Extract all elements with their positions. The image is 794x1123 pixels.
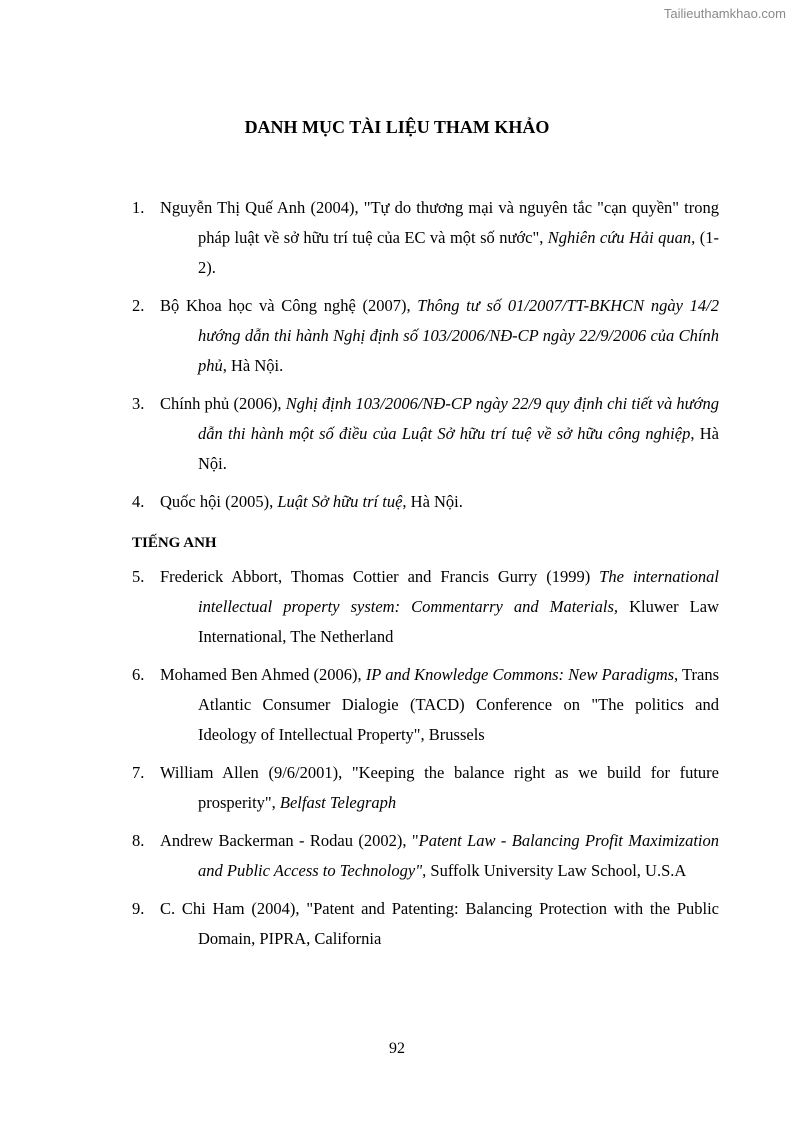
reference-tail: , Trans Atlantic Consumer Dialogie (TACD) Conference on "The politics and Ideology of Intellectual Property", Brussels [198, 665, 719, 744]
reference-tail: , Hà Nội. [402, 492, 463, 511]
reference-list [132, 193, 719, 962]
page-title: DANH MỤC TÀI LIỆU THAM KHẢO [244, 117, 550, 137]
reference-item [132, 193, 719, 283]
reference-item [132, 826, 719, 886]
reference-tail: , Suffolk University Law School, U.S.A [422, 861, 687, 880]
reference-item [132, 562, 719, 652]
reference-item [132, 487, 719, 517]
reference-item [132, 660, 719, 750]
reference-text: Andrew Backerman - Rodau (2002), " [160, 831, 419, 850]
reference-italic: Belfast Telegraph [279, 793, 397, 812]
reference-number: 2. [132, 296, 145, 315]
reference-number: 4. [132, 492, 145, 511]
reference-item [132, 758, 719, 818]
reference-italic: Patent Law - Balancing Profit Maximization and Public Access to Technology" [198, 831, 719, 880]
reference-tail: , (1-2). [198, 228, 719, 277]
reference-number: 3. [132, 394, 145, 413]
reference-italic: Nghiên cứu Hải quan [547, 228, 692, 247]
reference-number: 5. [132, 567, 145, 586]
reference-item [132, 291, 719, 381]
reference-number: 9. [132, 899, 145, 918]
reference-number: 8. [132, 831, 145, 850]
reference-number: 1. [132, 198, 145, 217]
reference-item [132, 894, 719, 954]
reference-text: Frederick Abbort, Thomas Cottier and Francis Gurry (1999) [160, 567, 600, 586]
reference-number: 7. [132, 763, 145, 782]
reference-text: Quốc hội (2005), [160, 492, 278, 511]
reference-item [132, 389, 719, 479]
reference-text: Nguyễn Thị Quế Anh (2004), "Tự do thương mại và nguyên tắc "cạn quyền" trong pháp luật về sở hữu trí tuệ của EC và một số nước", [160, 198, 719, 247]
reference-italic: The international intellectual property system: Commentarry and Materials, [198, 567, 719, 616]
reference-italic: Thông tư số 01/2007/TT-BKHCN ngày 14/2 hướng dẫn thi hành Nghị định số 103/2006/NĐ-CP ngày 22/9/2006 của Chính phủ [198, 296, 719, 375]
reference-text: Chính phủ (2006), [160, 394, 286, 413]
page-number: 92 [389, 1040, 405, 1057]
watermark: Tailieuthamkhao.com [663, 6, 786, 21]
reference-text: C. Chi Ham (2004), "Patent and Patenting: Balancing Protection with the Public Domain, PIPRA, California [160, 899, 719, 948]
section-heading: TIẾNG ANH [132, 535, 217, 551]
reference-text: William Allen (9/6/2001), "Keeping the balance right as we build for future prosperity", [160, 763, 719, 812]
reference-number: 6. [132, 665, 145, 684]
reference-italic: Nghị định 103/2006/NĐ-CP ngày 22/9 quy định chi tiết và hướng dẫn thi hành một số điều của Luật Sở hữu trí tuệ về sở hữu công nghiệp [198, 394, 719, 443]
reference-tail: Kluwer Law International, The Netherland [198, 597, 719, 646]
reference-italic: IP and Knowledge Commons: New Paradigms [365, 665, 675, 684]
reference-text: Bộ Khoa học và Công nghệ (2007), [160, 296, 418, 315]
reference-tail: , Hà Nội. [198, 424, 719, 473]
reference-text: Mohamed Ben Ahmed (2006), [160, 665, 366, 684]
reference-italic: Luật Sở hữu trí tuệ [277, 492, 403, 511]
reference-tail: , Hà Nội. [222, 356, 284, 375]
